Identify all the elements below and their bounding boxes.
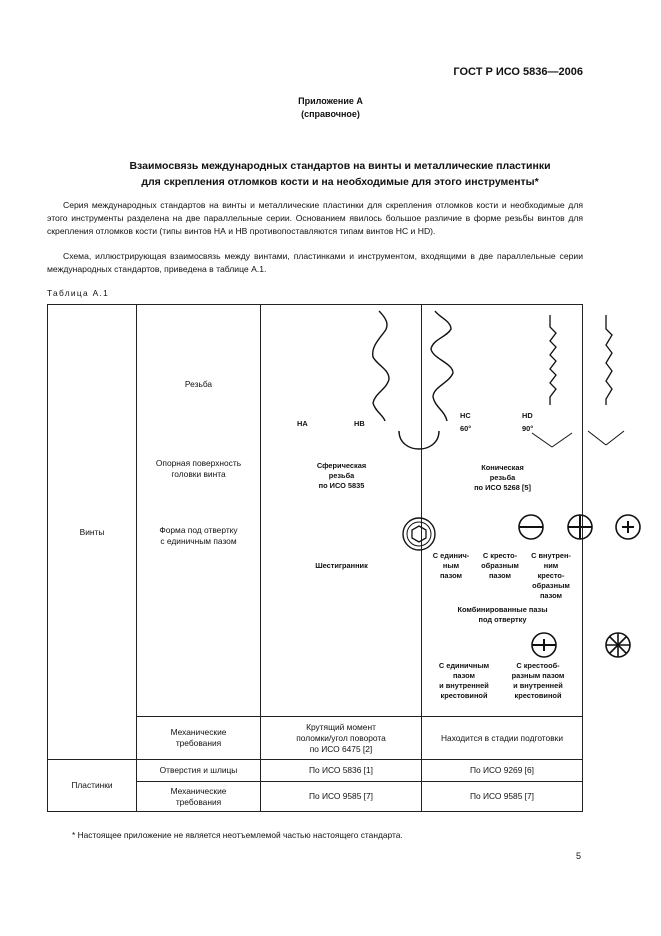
drive-label-line-2: с единичным пазом: [160, 536, 237, 546]
ha-hb-figures-cell: [261, 305, 422, 717]
hc-angle-label: 60°: [460, 424, 472, 433]
internal-cross-caption-1: С внутрен-: [531, 551, 571, 560]
screw-mech-right: Находится в стадии подготовки: [422, 717, 583, 760]
hd-angle-icon: [588, 431, 624, 445]
spherical-caption-line-2: резьба: [328, 471, 355, 480]
hexagon-caption: Шестигранник: [315, 561, 368, 570]
ha-thread-profile-icon: [373, 311, 389, 421]
internal-cross-caption-2: ним: [543, 561, 559, 570]
appendix-heading-line-2: для скрепления отломков кости и на необходимые для этого инструменты*: [141, 176, 539, 188]
slot-internal-caption-3: и внутренней: [439, 681, 489, 690]
hc-thread-profile-icon: [550, 315, 556, 405]
combined-slots-caption-1: Комбинированные пазы: [457, 605, 548, 614]
annex-kind: (справочное): [301, 109, 360, 119]
standard-number: ГОСТ Р ИСО 5836—2006: [453, 66, 583, 78]
intro-paragraph-2: Схема, иллюстрирующая взаимосвязь между винтами, пластинками и инструментом, входящими в две параллельные серии международных стандартов, приведена в таблице А.1.: [47, 251, 583, 274]
spherical-caption-line-1: Сферическая: [316, 461, 367, 470]
spherical-caption-line-3: по ИСО 5835: [318, 481, 365, 490]
table-label: Таблица А.1: [47, 288, 110, 298]
slot-internal-caption-2: пазом: [452, 671, 476, 680]
internal-cross-caption-3: кресто-: [537, 571, 565, 580]
cross-slot-caption-1: С кресто-: [482, 551, 518, 560]
intro-paragraph-1: Серия международных стандартов на винты и металлические пластинки для скрепления отломков кости и необходимые для этого инструменты разделена на две параллельные серии. Основанием явилось большое различие в форме резьбы винтов для скрепления отломков кости (типы винтов НА и НВ противопоставляются типам винтов НС и НD).: [47, 200, 583, 236]
footnote: * Настоящее приложение не является неотъемлемой частью настоящего стандарта.: [72, 830, 403, 840]
slot-internal-caption-4: крестовиной: [440, 691, 488, 700]
ha-label: НА: [297, 419, 308, 428]
cross-internal-caption-2: разным пазом: [511, 671, 565, 680]
combined-slots-caption-2: под отвертку: [478, 615, 527, 624]
cross-slot-caption-2: образным: [481, 561, 519, 570]
hc-angle-icon: [532, 433, 572, 447]
internal-cross-caption-4: образным: [532, 581, 570, 590]
annex-title: Приложение А: [298, 96, 363, 106]
plates-holes-right: По ИСО 9269 [6]: [422, 760, 583, 782]
conical-caption-line-2: резьба: [489, 473, 516, 482]
hd-thread-profile-icon: [606, 315, 612, 405]
hc-label: НС: [460, 411, 471, 420]
cross-internal-caption-3: и внутренней: [513, 681, 563, 690]
plates-mech-left: По ИСО 9585 [7]: [261, 782, 422, 812]
slot-internal-caption-1: С единичным: [438, 661, 490, 670]
screw-mech-label: Механические требования: [137, 717, 261, 760]
hd-angle-label: 90°: [522, 424, 534, 433]
hc-hd-figures-cell: [422, 305, 583, 717]
hd-label: НD: [522, 411, 533, 420]
screw-properties-labels: [137, 305, 261, 717]
screw-mech-left: Крутящий момент поломки/угол поворота по ИСО 6475 [2]: [261, 717, 422, 760]
hb-label: НВ: [354, 419, 365, 428]
plates-row-label: Пластинки: [48, 760, 137, 812]
plates-mech-right: По ИСО 9585 [7]: [422, 782, 583, 812]
single-slot-caption-3: пазом: [439, 571, 463, 580]
conical-caption-line-3: по ИСО 5268 [5]: [474, 483, 531, 492]
thread-label: Резьба: [184, 379, 213, 389]
screws-row-label: Винты: [48, 305, 137, 760]
plates-holes-left: По ИСО 5836 [1]: [261, 760, 422, 782]
cross-slot-caption-3: пазом: [488, 571, 512, 580]
conical-caption-line-1: Коническая: [481, 463, 524, 472]
internal-cross-caption-5: пазом: [539, 591, 563, 600]
cross-internal-caption-1: С крестооб-: [516, 661, 560, 670]
hc-hd-drawing: [502, 305, 661, 716]
single-slot-caption-1: С единич-: [432, 551, 470, 560]
drive-label-line-1: Форма под отвертку: [159, 525, 238, 535]
standards-table: [47, 304, 583, 812]
page-number: 5: [575, 851, 581, 861]
bearing-surface-label-line-2: головки винта: [171, 469, 226, 479]
single-slot-caption-2: ным: [442, 561, 460, 570]
bearing-surface-label-line-1: Опорная поверхность: [155, 458, 242, 468]
appendix-heading-line-1: Взаимосвязь международных стандартов на винты и металлические пластинки: [129, 160, 551, 172]
cross-internal-caption-4: крестовиной: [514, 691, 562, 700]
plates-mech-label: Механические требования: [137, 782, 261, 812]
plates-holes-label: Отверстия и шлицы: [137, 760, 261, 782]
